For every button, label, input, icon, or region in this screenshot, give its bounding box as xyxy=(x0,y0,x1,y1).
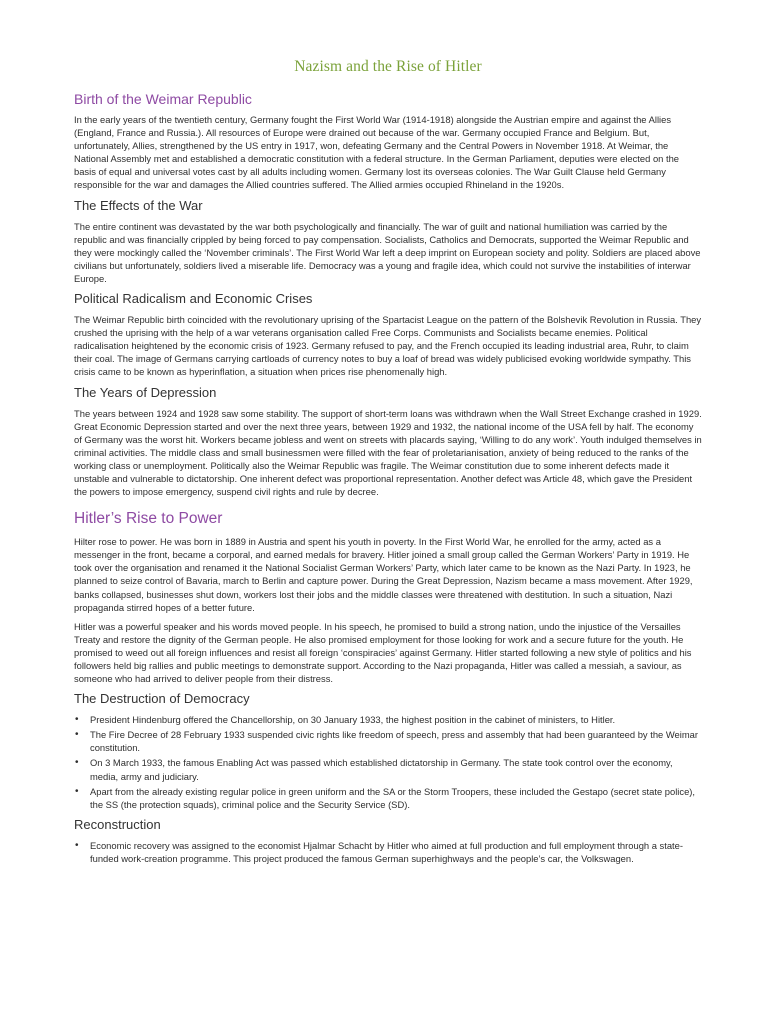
paragraph-rise-1: Hilter rose to power. He was born in 1889 in Austria and spent his youth in poverty. In the First World War, he enrolled for the army, acted as a messenger in the front, became a corporal, and earned medals for bravery. Hitler joined a small group called the German Workers’ Party in 1919. He took over the organisation and renamed it the National Socialist German Workers’ Party, which later came to be known as the Nazi Party. In 1923, he planned to seize control of Bavaria, march to Berlin and capture power. During the Great Depression, Nazism became a mass movement. After 1929, banks collapsed, businesses shut down, workers lost their jobs and the middle classes were threatened with destitution. In such a situation, Nazi propaganda stirred hopes of a better future. xyxy=(74,536,693,613)
list-destruction xyxy=(74,713,702,811)
list-item xyxy=(75,785,702,811)
paragraph-rise-2: Hitler was a powerful speaker and his words moved people. In his speech, he promised to build a strong nation, undo the injustice of the Versailles Treaty and restore the dignity of the German people. He also promised employment for those looking for work and a secure future for the youth. He promised to weed out all foreign influences and resist all foreign ‘conspiracies’ against Germany. Hitler started following a new style of politics and his followers held big rallies and public meetings to demonstrate support. According to the Nazi propaganda, Hitler was called a messiah, a saviour, as someone who had arrived to deliver people from their distress. xyxy=(74,620,692,685)
heading-weimar: Birth of the Weimar Republic xyxy=(74,91,252,107)
list-item xyxy=(75,839,702,865)
list-item xyxy=(75,728,702,754)
heading-effects: The Effects of the War xyxy=(74,197,203,213)
document-title: Nazism and the Rise of Hitler xyxy=(294,58,482,75)
bullet-icon: • xyxy=(75,839,79,851)
paragraph-radicalism: The Weimar Republic birth coincided with the revolutionary uprising of the Spartacist League on the pattern of the Bolshevik Revolution in Russia. They crushed the uprising with the help of a war veterans organisation called Free Corps. Communists and Socialists became enemies. Political radicalisation heightened by the economic crisis of 1923. Germany refused to pay, and the French occupied its leading industrial area, Ruhr, to claim their coal. The image of Germans carrying cartloads of currency notes to buy a loaf of bread was widely publicised evoking worldwide sympathy. This crisis came to be known as hyperinflation, a situation when prices rise phenomenally high. xyxy=(74,314,702,378)
bullet-icon: • xyxy=(75,714,79,726)
list-item xyxy=(75,756,702,782)
list-reconstruction xyxy=(74,839,702,865)
bullet-icon: • xyxy=(75,757,79,769)
list-item-text: On 3 March 1933, the famous Enabling Act was passed which established dictatorship in Germany. The state took control over the economy, media, army and judiciary. xyxy=(90,757,673,782)
heading-depression: The Years of Depression xyxy=(74,384,217,400)
list-item xyxy=(75,713,702,726)
list-item-text: Apart from the already existing regular police in green uniform and the SA or the Storm Troopers, these included the Gestapo (secret state police), the SS (the protection squads), criminal police and the Security Service (SD). xyxy=(90,785,696,810)
heading-rise: Hitler’s Rise to Power xyxy=(74,510,223,528)
paragraph-depression: The years between 1924 and 1928 saw some stability. The support of short-term loans was withdrawn when the Wall Street Exchange crashed in 1929. Great Economic Depression started and over the next three years, between 1929 and 1932, the national income of the USA fell by half. The economy of Germany was the worst hit. Workers became jobless and went on streets with placards saying, ‘Willing to do any work’. Youth indulged themselves in criminal activities. The middle class and small businessmen were filled with the fear of proletarianisation, anxiety of being reduced to the ranks of the working class or unemployment. Politically also the Weimar Republic was fragile. The Weimar constitution due to some inherent defects made it unstable and vulnerable to dictatorship. One inherent defect was proportional representation. Another defect was Article 48, which gave the President the powers to impose emergency, suspend civil rights and rule by decree. xyxy=(74,407,702,498)
paragraph-effects: The entire continent was devastated by the war both psychologically and financially. The war of guilt and national humiliation was carried by the republic and was financially crippled by being forced to pay compensation. Socialists, Catholics and Democrats, supported the Weimar Republic and they were mockingly called the ‘November criminals’. The First World War left a deep imprint on European society and polity. Soldiers are placed above civilians but unfortunately, soldiers lived a miserable life. Democracy was a young and fragile idea, which could not survive the instabilities of interwar Europe. xyxy=(74,220,701,284)
heading-destruction: The Destruction of Democracy xyxy=(74,691,250,707)
list-item-text: Economic recovery was assigned to the economist Hjalmar Schacht by Hitler who aimed at full production and full employment through a state-funded work-creation programme. This project produced the famous German superhighways and the people’s car, the Volkswagen. xyxy=(90,839,683,864)
paragraph-weimar: In the early years of the twentieth century, Germany fought the First World War (1914-1918) alongside the Austrian empire and against the Allies (England, France and Russia.). All resources of Europe were drained out because of the war. Germany occupied France and Belgium. But, unfortunately, Allies, strengthened by the US entry in 1917, won, defeating Germany and the Central Powers in November 1918. At Weimar, the National Assembly met and established a democratic constitution with a federal structure. In the German Parliament, deputies were elected on the basis of equal and universal votes cast by all adults including women. Germany lost its overseas colonies. The War Guilt Clause held Germany responsible for the war and damages the Allied countries suffered. The Allied armies occupied Rhineland in the 1920s. xyxy=(74,114,680,191)
bullet-icon: • xyxy=(75,785,79,797)
list-item-text: President Hindenburg offered the Chancellorship, on 30 January 1933, the highest position in the cabinet of ministers, to Hitler. xyxy=(90,714,616,726)
heading-radicalism: Political Radicalism and Economic Crises xyxy=(74,291,313,307)
list-item-text: The Fire Decree of 28 February 1933 suspended civic rights like freedom of speech, press and assembly that had been guaranteed by the Weimar constitution. xyxy=(90,729,698,754)
bullet-icon: • xyxy=(75,729,79,741)
heading-reconstruction: Reconstruction xyxy=(74,816,161,832)
